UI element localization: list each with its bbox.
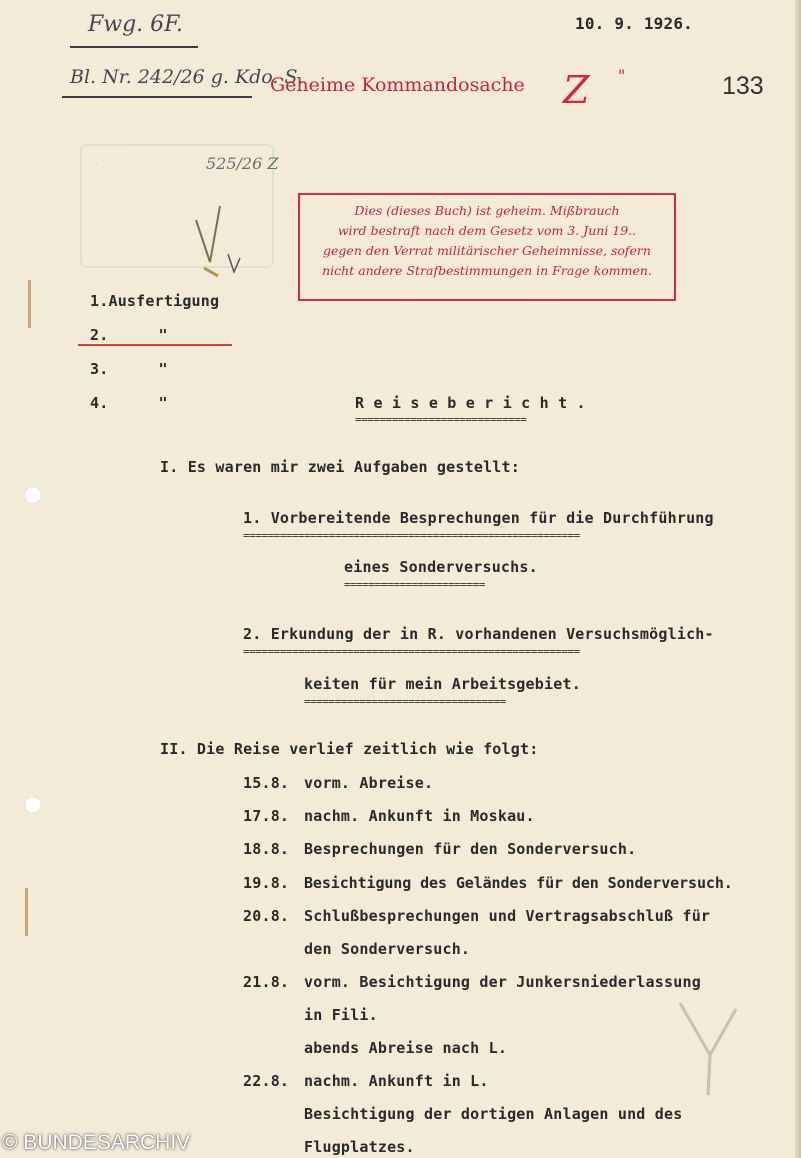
stamp-line-2: wird bestraft nach dem Gesetz vom 3. Juni 19.. <box>337 223 637 238</box>
punch-hole-bottom <box>24 796 42 814</box>
section-1-heading: I. Es waren mir zwei Aufgaben gestellt: <box>160 458 520 476</box>
task-2-underline-2: ================================= <box>304 696 507 707</box>
handwritten-reference: Fwg. 6F. <box>88 12 183 37</box>
schedule-date-21-8: 21.8. <box>243 973 290 991</box>
page-number: 133 <box>722 72 764 100</box>
stamp-line-1: Dies (dieses Buch) ist geheim. Mißbrauch <box>354 203 620 218</box>
task-1-underline-2: ======================= <box>344 579 485 590</box>
faint-pencil-scribble <box>670 995 750 1105</box>
copy-1: 1.Ausfertigung <box>90 292 220 310</box>
reference-underline <box>70 46 198 48</box>
schedule-entry-21-8-line-3: abends Abreise nach L. <box>304 1039 508 1057</box>
task-2-line-1: 2. Erkundung der in R. vorhandenen Versuchsmöglich- <box>243 625 714 643</box>
red-underline <box>78 344 232 346</box>
margin-mark-top <box>28 280 31 328</box>
schedule-entry-15-8: vorm. Abreise. <box>304 774 434 792</box>
schedule-entry-22-8-line-3: Flugplatzes. <box>304 1138 415 1156</box>
task-1-line-2: eines Sonderversuchs. <box>344 558 538 576</box>
stamp-line-3: gegen den Verrat militärischer Geheimnisse, sofern <box>323 243 651 258</box>
schedule-date-17-8: 17.8. <box>243 807 290 825</box>
pencil-check-mark <box>190 198 260 288</box>
task-2-line-2: keiten für mein Arbeitsgebiet. <box>304 675 581 693</box>
schedule-date-15-8: 15.8. <box>243 774 290 792</box>
document-date: 10. 9. 1926. <box>575 14 693 33</box>
schedule-entry-19-8: Besichtigung des Geländes für den Sonderversuch. <box>304 874 733 892</box>
book-number-underline <box>62 96 252 98</box>
copy-3: 3. " <box>90 360 168 378</box>
schedule-entry-22-8-line-1: nachm. Ankunft in L. <box>304 1072 489 1090</box>
page-edge-shadow <box>795 0 801 1158</box>
schedule-date-19-8: 19.8. <box>243 874 290 892</box>
task-1-line-1: 1. Vorbereitende Besprechungen für die Durchführung <box>243 509 714 527</box>
book-number: Bl. Nr. 242/26 g. Kdo. S. <box>70 66 303 88</box>
schedule-entry-20-8-line-2: den Sonderversuch. <box>304 940 471 958</box>
report-title: R e i s e b e r i c h t . <box>355 394 586 412</box>
task-1-underline-1: ======================================================= <box>243 530 580 541</box>
archive-watermark: © BUNDESARCHIV <box>2 1131 191 1154</box>
copy-2: 2. " <box>90 326 168 344</box>
schedule-entry-18-8: Besprechungen für den Sonderversuch. <box>304 840 637 858</box>
schedule-entry-20-8-line-1: Schlußbesprechungen und Vertragsabschluß für <box>304 907 711 925</box>
schedule-date-18-8: 18.8. <box>243 840 290 858</box>
handwritten-z-mark: Z <box>563 68 590 112</box>
schedule-date-20-8: 20.8. <box>243 907 290 925</box>
secrecy-warning-stamp <box>298 193 676 301</box>
section-2-heading: II. Die Reise verlief zeitlich wie folgt: <box>160 740 539 758</box>
schedule-entry-21-8-line-2: in Fili. <box>304 1006 378 1024</box>
faded-registry-stamp: . <box>80 144 274 268</box>
red-tick-mark: " <box>618 66 626 85</box>
punch-hole-top <box>24 486 42 504</box>
schedule-entry-21-8-line-1: vorm. Besichtigung der Junkersniederlassung <box>304 973 701 991</box>
stamp-line-4: nicht andere Strafbestimmungen in Frage kommen. <box>322 263 652 278</box>
margin-mark-bottom <box>25 888 28 936</box>
schedule-date-22-8: 22.8. <box>243 1072 290 1090</box>
task-2-underline-1: ======================================================= <box>243 646 580 657</box>
schedule-entry-22-8-line-2: Besichtigung der dortigen Anlagen und des <box>304 1105 683 1123</box>
schedule-entry-17-8: nachm. Ankunft in Moskau. <box>304 807 535 825</box>
title-double-underline: ============================ <box>355 414 527 425</box>
classification-stamp: Geheime Kommandosache <box>270 74 525 96</box>
copy-4: 4. " <box>90 394 168 412</box>
pencil-file-note: 525/26 Z <box>206 154 279 173</box>
